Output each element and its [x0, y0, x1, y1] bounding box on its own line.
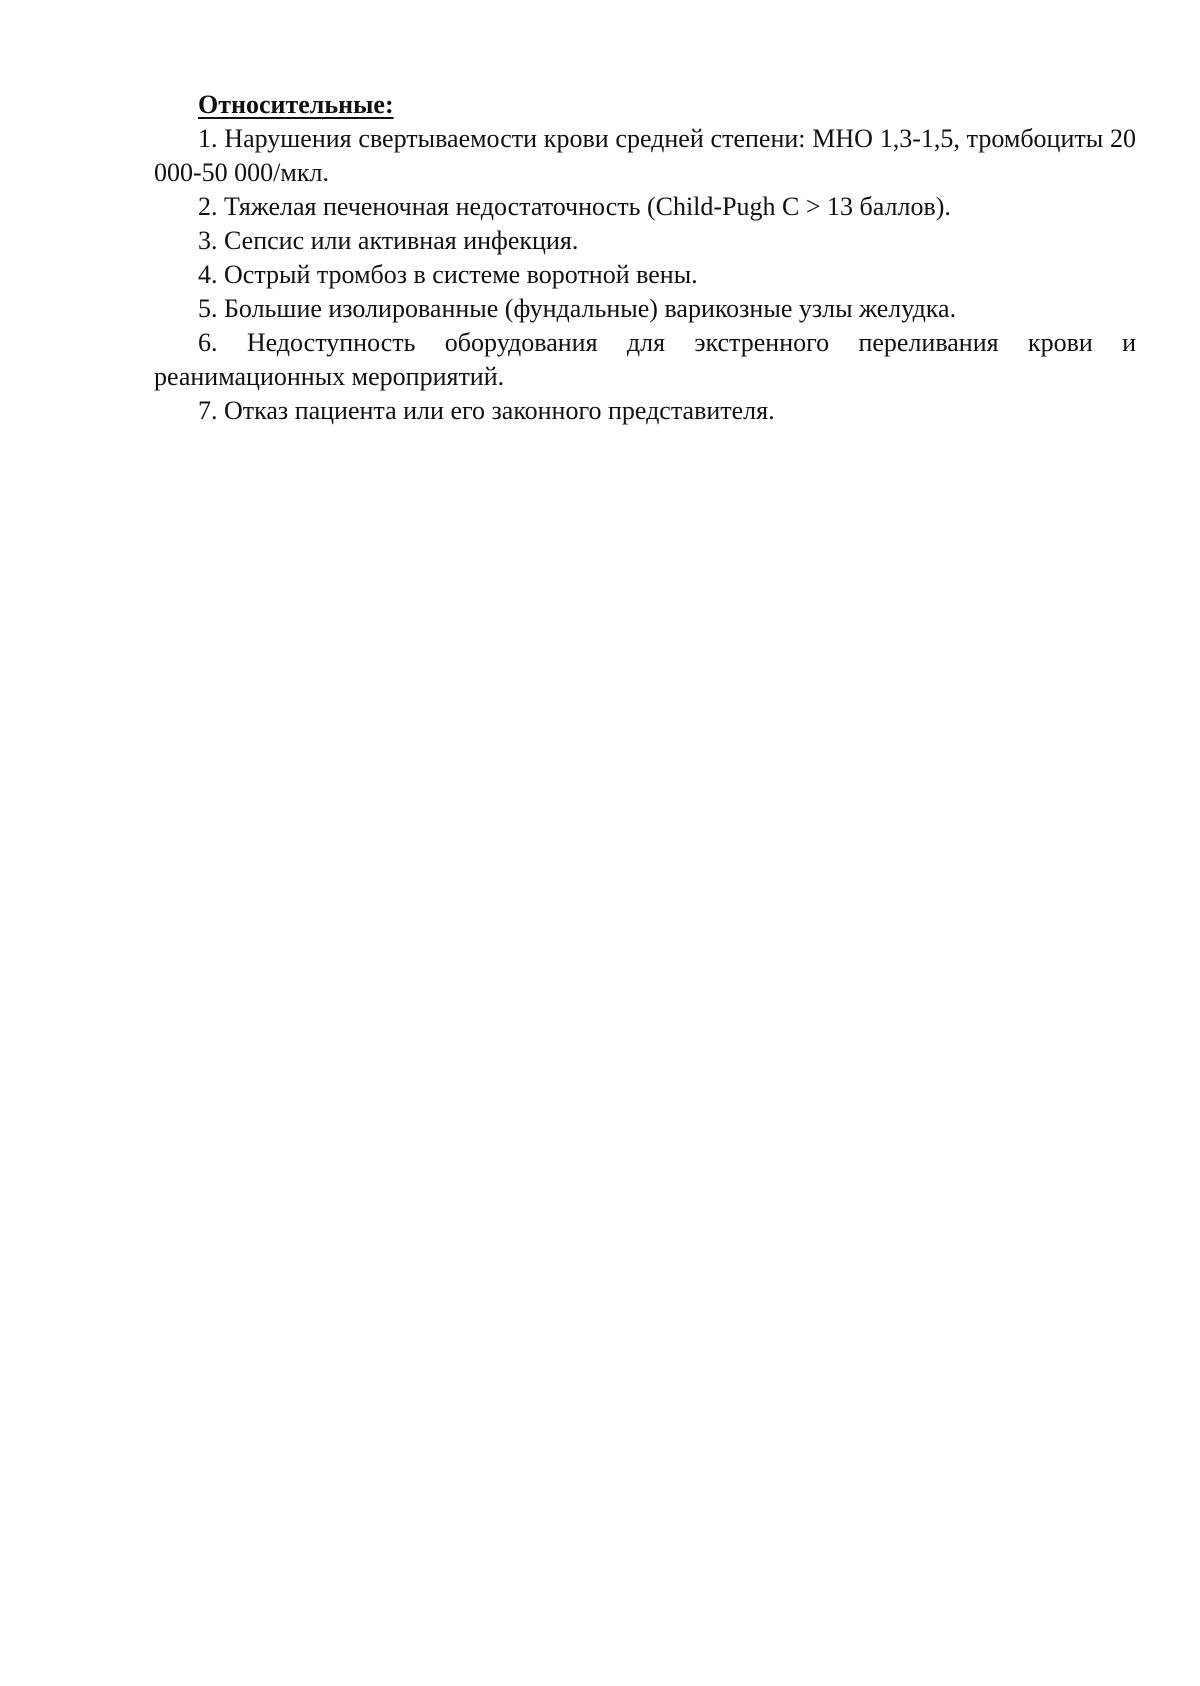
list-item: 7. Отказ пациента или его законного представителя.: [198, 396, 775, 425]
list-item: 6. Недоступность оборудования для экстренного переливания крови и реанимационных мероприятий.: [154, 328, 1136, 391]
list-item: 1. Нарушения свертываемости крови средней степени: МНО 1,3-1,5, тромбоциты 20 000-50 000/мкл.: [154, 124, 1136, 187]
list-item: 4. Острый тромбоз в системе воротной вены.: [198, 260, 698, 289]
document-page: [154, 88, 1136, 428]
list-item: 3. Сепсис или активная инфекция.: [198, 226, 579, 255]
contraindications-list: [154, 122, 1136, 428]
section-heading: Относительные:: [198, 90, 394, 119]
list-item: 2. Тяжелая печеночная недостаточность (Child-Pugh C > 13 баллов).: [198, 192, 951, 221]
list-item: 5. Большие изолированные (фундальные) варикозные узлы желудка.: [198, 294, 957, 323]
